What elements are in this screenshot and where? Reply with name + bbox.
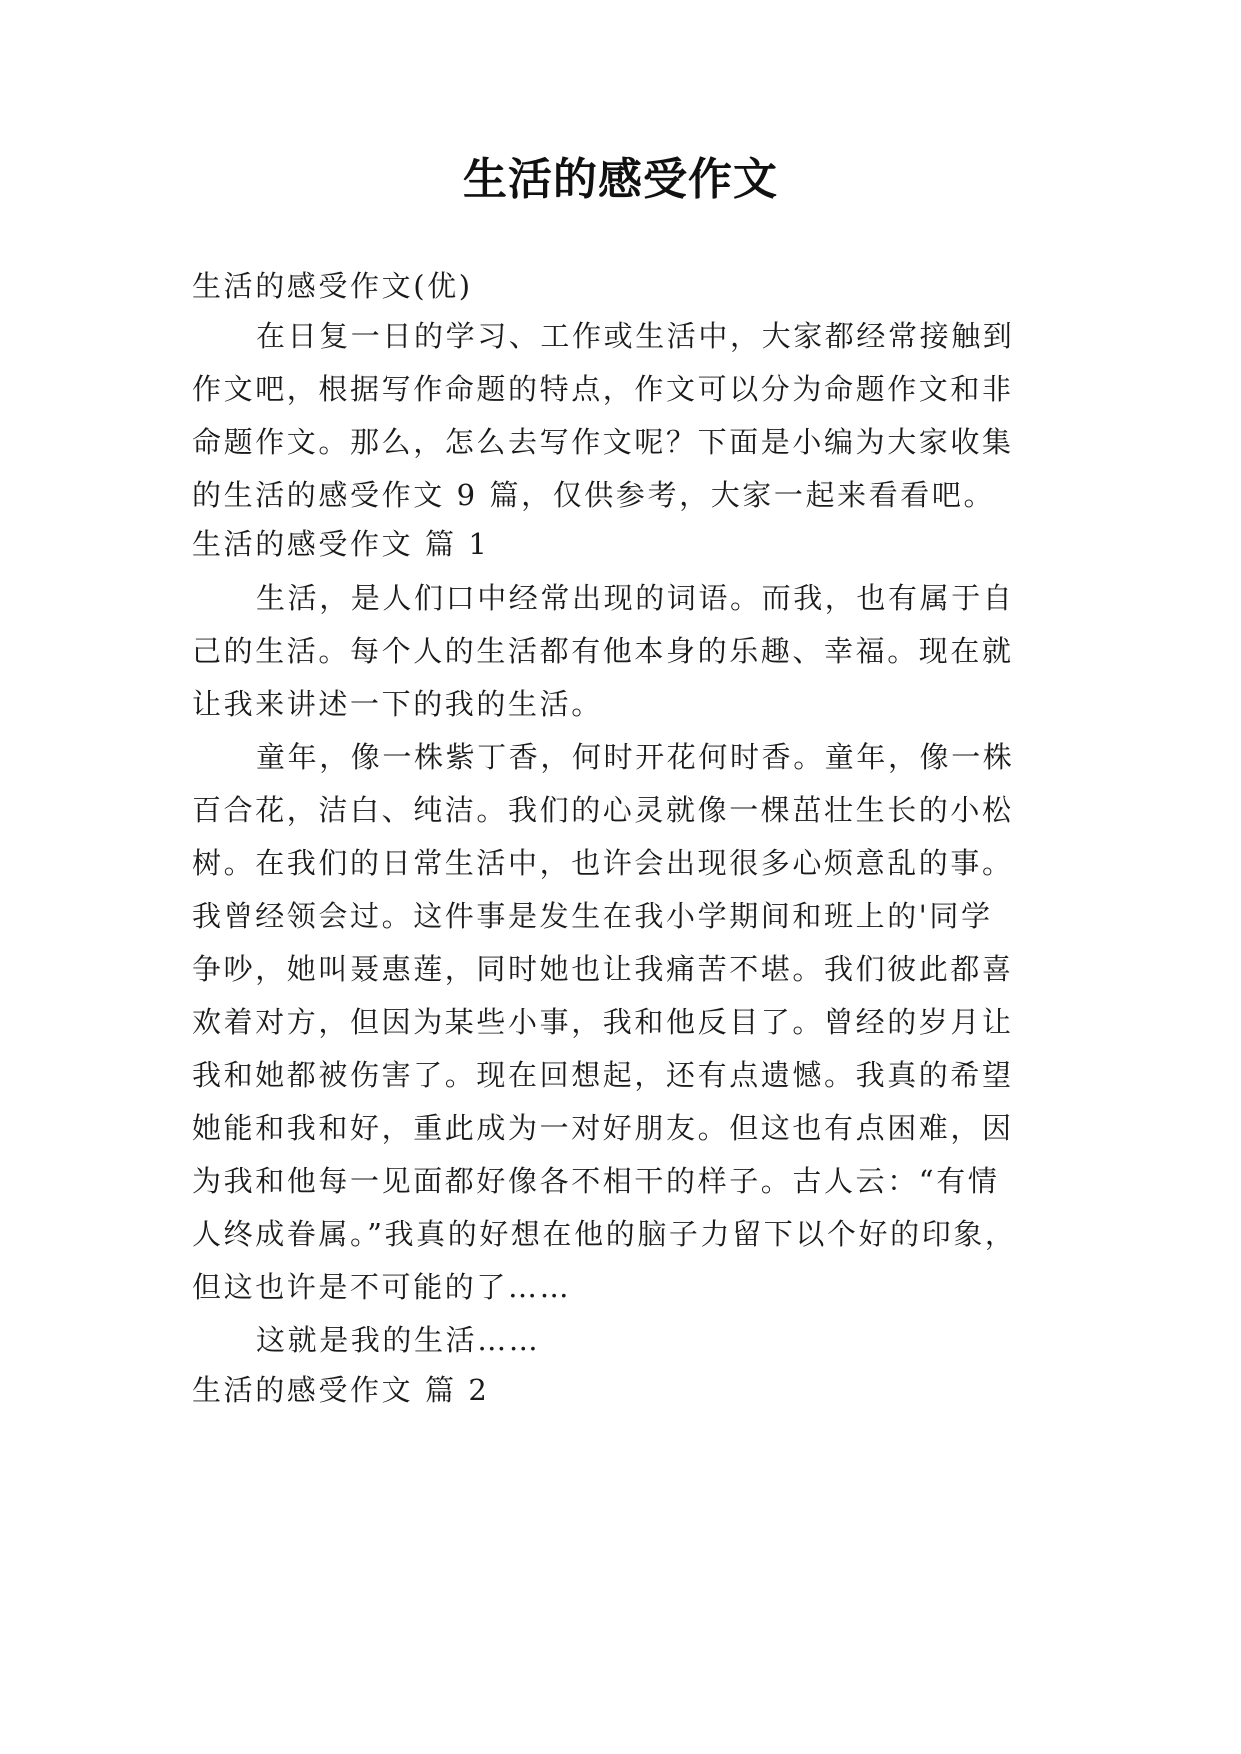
paragraph-line: 童年，像一株紫丁香，何时开花何时香。童年，像一株 [256, 740, 1015, 774]
paragraph-line: 但这也许是不可能的了…… [192, 1270, 572, 1304]
intro-line: 的生活的感受作文 9 篇，仅供参考，大家一起来看看吧。 [192, 478, 996, 512]
paragraph-line: 让我来讲述一下的我的生活。 [192, 687, 603, 721]
essay-heading: 生活的感受作文 篇 1 [192, 527, 490, 561]
paragraph-line: 树。在我们的日常生活中，也许会出现很多心烦意乱的事。 [192, 846, 1014, 880]
paragraph-line: 欢着对方，但因为某些小事，我和他反目了。曾经的岁月让 [192, 1005, 1014, 1039]
paragraph-line: 己的生活。每个人的生活都有他本身的乐趣、幸福。现在就 [192, 634, 1014, 668]
paragraph-line: 这就是我的生活…… [256, 1323, 541, 1357]
essay-heading: 生活的感受作文 篇 2 [192, 1373, 490, 1407]
paragraph-line: 为我和他每一见面都好像各不相干的样子。古人云：“有情 [192, 1164, 1000, 1198]
paragraph-line: 我曾经领会过。这件事是发生在我小学期间和班上的'同学 [192, 899, 993, 933]
intro-line: 作文吧，根据写作命题的特点，作文可以分为命题作文和非 [192, 372, 1014, 406]
paragraph-line: 百合花，洁白、纯洁。我们的心灵就像一棵茁壮生长的小松 [192, 793, 1014, 827]
intro-line: 命题作文。那么，怎么去写作文呢？下面是小编为大家收集 [192, 425, 1014, 459]
intro-line: 在日复一日的学习、工作或生活中，大家都经常接触到 [256, 319, 1015, 353]
document-subtitle: 生活的感受作文(优) [192, 269, 473, 303]
paragraph-line: 争吵，她叫聂惠莲，同时她也让我痛苦不堪。我们彼此都喜 [192, 952, 1014, 986]
paragraph-line: 人终成眷属。”我真的好想在他的脑子力留下以个好的印象， [192, 1217, 1017, 1251]
paragraph-line: 她能和我和好，重此成为一对好朋友。但这也有点困难，因 [192, 1111, 1014, 1145]
paragraph-line: 我和她都被伤害了。现在回想起，还有点遗憾。我真的希望 [192, 1058, 1014, 1092]
document-title: 生活的感受作文 [463, 154, 778, 205]
paragraph-line: 生活，是人们口中经常出现的词语。而我，也有属于自 [256, 581, 1015, 615]
